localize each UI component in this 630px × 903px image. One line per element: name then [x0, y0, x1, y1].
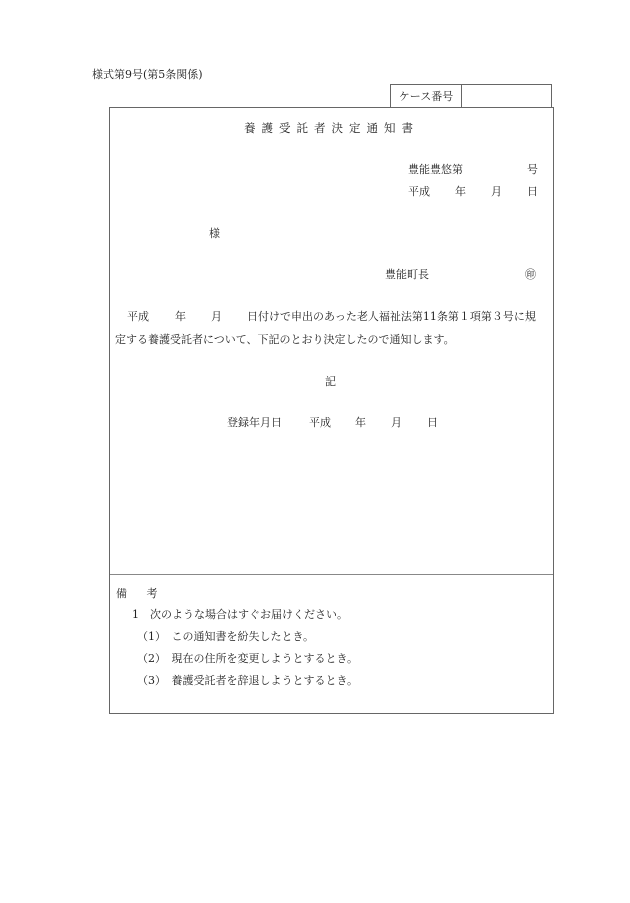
- remarks-divider: [110, 574, 553, 575]
- ki-heading: 記: [325, 375, 336, 388]
- document-title: 養護受託者決定通知書: [244, 121, 419, 135]
- remarks-subitem-3: （3） 養護受託者を辞退しようとするとき。: [137, 674, 359, 687]
- body-month: 月: [211, 310, 222, 323]
- date-month: 月: [491, 185, 502, 198]
- remarks-subitem-2: （2） 現在の住所を変更しようとするとき。: [137, 652, 359, 665]
- registration-month: 月: [391, 416, 402, 429]
- issuer: 豊能町長: [385, 268, 429, 281]
- registration-era: 平成: [309, 416, 331, 429]
- case-number-field[interactable]: [462, 85, 551, 107]
- form-label: 様式第9号(第5条関係): [92, 68, 203, 81]
- seal-mark: ㊞: [525, 268, 536, 281]
- date-year: 年: [455, 185, 466, 198]
- registration-day: 日: [427, 416, 438, 429]
- doc-number-suffix: 号: [527, 163, 538, 176]
- remarks-heading: 備 考: [116, 587, 166, 600]
- body-text-line2: 定する養護受託者について、下記のとおり決定したので通知します。: [115, 333, 455, 346]
- registration-label: 登録年月日: [227, 416, 282, 429]
- registration-year: 年: [355, 416, 366, 429]
- date-day: 日: [527, 185, 538, 198]
- remarks-item-1: 1 次のような場合はすぐお届けください。: [132, 608, 348, 621]
- case-number-box: [390, 84, 552, 107]
- notice-form: [109, 107, 554, 714]
- date-era: 平成: [408, 185, 430, 198]
- body-year: 年: [175, 310, 186, 323]
- body-era: 平成: [127, 310, 149, 323]
- addressee-suffix: 様: [209, 227, 220, 240]
- remarks-subitem-1: （1） この通知書を紛失したとき。: [137, 630, 315, 643]
- doc-number-prefix: 豊能豊悠第: [408, 163, 463, 176]
- case-number-label: ケース番号: [391, 85, 462, 107]
- body-text-line1: 日付けで申出のあった老人福祉法第11条第１項第３号に規: [247, 310, 536, 323]
